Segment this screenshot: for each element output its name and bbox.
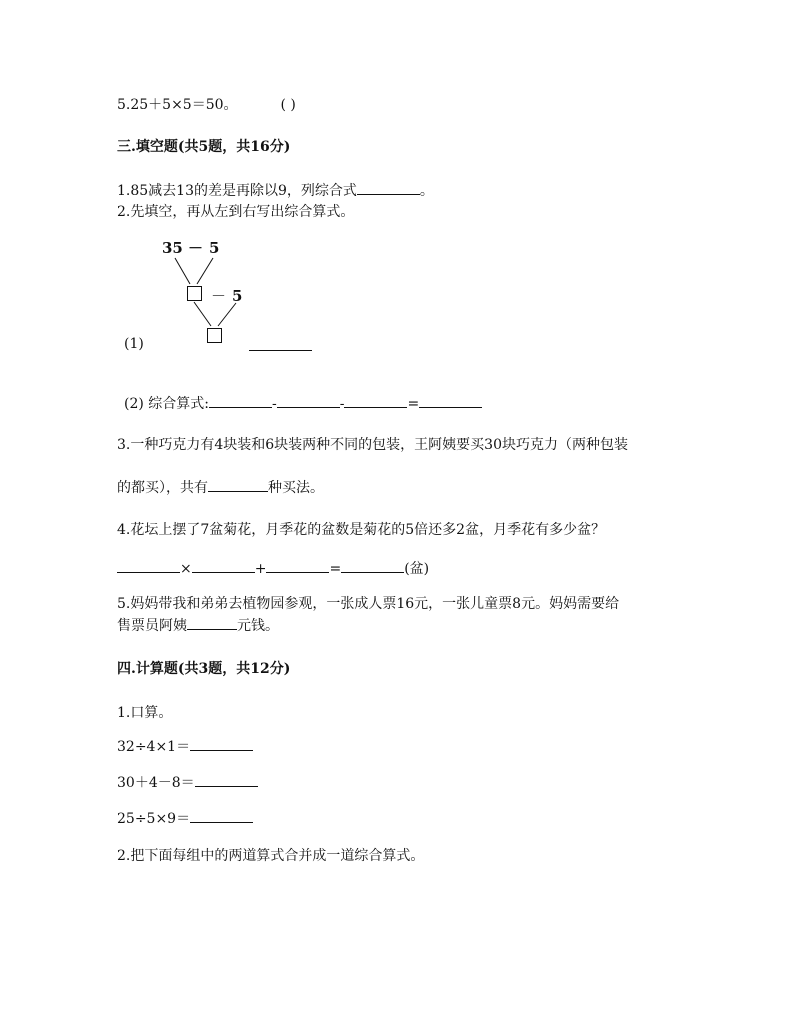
answer-paren[interactable]: ( ) xyxy=(280,97,296,113)
plus-sign: + xyxy=(254,561,267,577)
fill-q5-text-b: 元钱。 xyxy=(237,618,279,634)
fill-question-5-line-2 xyxy=(117,615,279,635)
fill-question-5-line-1: 5.妈妈带我和弟弟去植物园参观，一张成人票16元，一张儿童票8元。妈妈需要给 xyxy=(117,596,620,612)
times-sign: × xyxy=(180,561,192,577)
tree-mid-operator: － xyxy=(211,287,227,305)
unit-label: (盆) xyxy=(404,561,430,577)
fill-q5-text-a: 售票员阿姨 xyxy=(117,618,187,634)
equals-sign: = xyxy=(329,561,342,577)
section-3-title: 三.填空题(共5题，共16分) xyxy=(117,139,291,155)
calc-item-1 xyxy=(117,736,253,756)
calc-item-2 xyxy=(117,772,258,792)
calc-expression: 30＋4－8＝ xyxy=(117,775,195,791)
answer-blank[interactable] xyxy=(190,808,253,823)
answer-blank[interactable] xyxy=(190,736,253,751)
answer-blank[interactable] xyxy=(208,477,268,492)
fill-question-4-equation xyxy=(117,558,429,578)
minus-sign: - xyxy=(339,396,345,412)
calc-question-2-title: 2.把下面每组中的两道算式合并成一道综合算式。 xyxy=(117,848,425,864)
fill-question-4: 4.花坛上摆了7盆菊花，月季花的盆数是菊花的5倍还多2盆，月季花有多少盆？ xyxy=(117,522,606,538)
part-1-label: (1) xyxy=(124,336,144,352)
tree-blank-box-1[interactable] xyxy=(187,286,202,301)
answer-blank[interactable] xyxy=(195,772,258,787)
fill-question-3-line-1: 3.一种巧克力有4块装和6块装两种不同的包装，王阿姨要买30块巧克力（两种包装 xyxy=(117,437,628,453)
tree-top-operator: － xyxy=(188,239,204,257)
tree-top-number-b: 5 xyxy=(209,239,220,257)
part-2-line xyxy=(124,393,482,413)
equals-sign: = xyxy=(407,396,420,412)
tree-blank-box-2[interactable] xyxy=(207,328,222,343)
answer-blank[interactable] xyxy=(192,558,255,573)
answer-blank[interactable] xyxy=(419,393,482,408)
section-4-title: 四.计算题(共3题，共12分) xyxy=(117,661,291,677)
fill-q1-end: 。 xyxy=(419,183,434,199)
fill-q1-text: 1.85减去13的差是再除以9，列综合式 xyxy=(117,183,357,199)
calc-question-1-title: 1.口算。 xyxy=(117,705,173,721)
fill-question-2: 2.先填空，再从左到右写出综合算式。 xyxy=(117,204,355,220)
tree-mid-number: 5 xyxy=(232,287,243,305)
answer-blank[interactable] xyxy=(341,558,404,573)
calc-expression: 25÷5×9＝ xyxy=(117,811,191,827)
answer-blank[interactable] xyxy=(277,393,340,408)
part-2-label: (2) xyxy=(124,396,144,412)
part-2-text: 综合算式: xyxy=(148,396,210,412)
part-1-answer-blank[interactable] xyxy=(249,350,312,351)
fill-q3-text-a: 的都买），共有 xyxy=(117,480,208,496)
tree-top-number-a: 35 xyxy=(162,239,183,257)
calc-expression: 32÷4×1＝ xyxy=(117,739,191,755)
fill-q3-text-b: 种买法。 xyxy=(268,480,324,496)
minus-sign: - xyxy=(272,396,277,412)
judge-q5-text: 5.25＋5×5＝50。 xyxy=(117,97,238,113)
calc-item-3 xyxy=(117,808,253,828)
answer-blank[interactable] xyxy=(266,558,329,573)
fill-question-3-line-2 xyxy=(117,477,324,497)
answer-blank[interactable] xyxy=(187,615,237,630)
answer-blank[interactable] xyxy=(117,558,180,573)
answer-blank[interactable] xyxy=(209,393,272,408)
answer-blank[interactable] xyxy=(344,393,407,408)
